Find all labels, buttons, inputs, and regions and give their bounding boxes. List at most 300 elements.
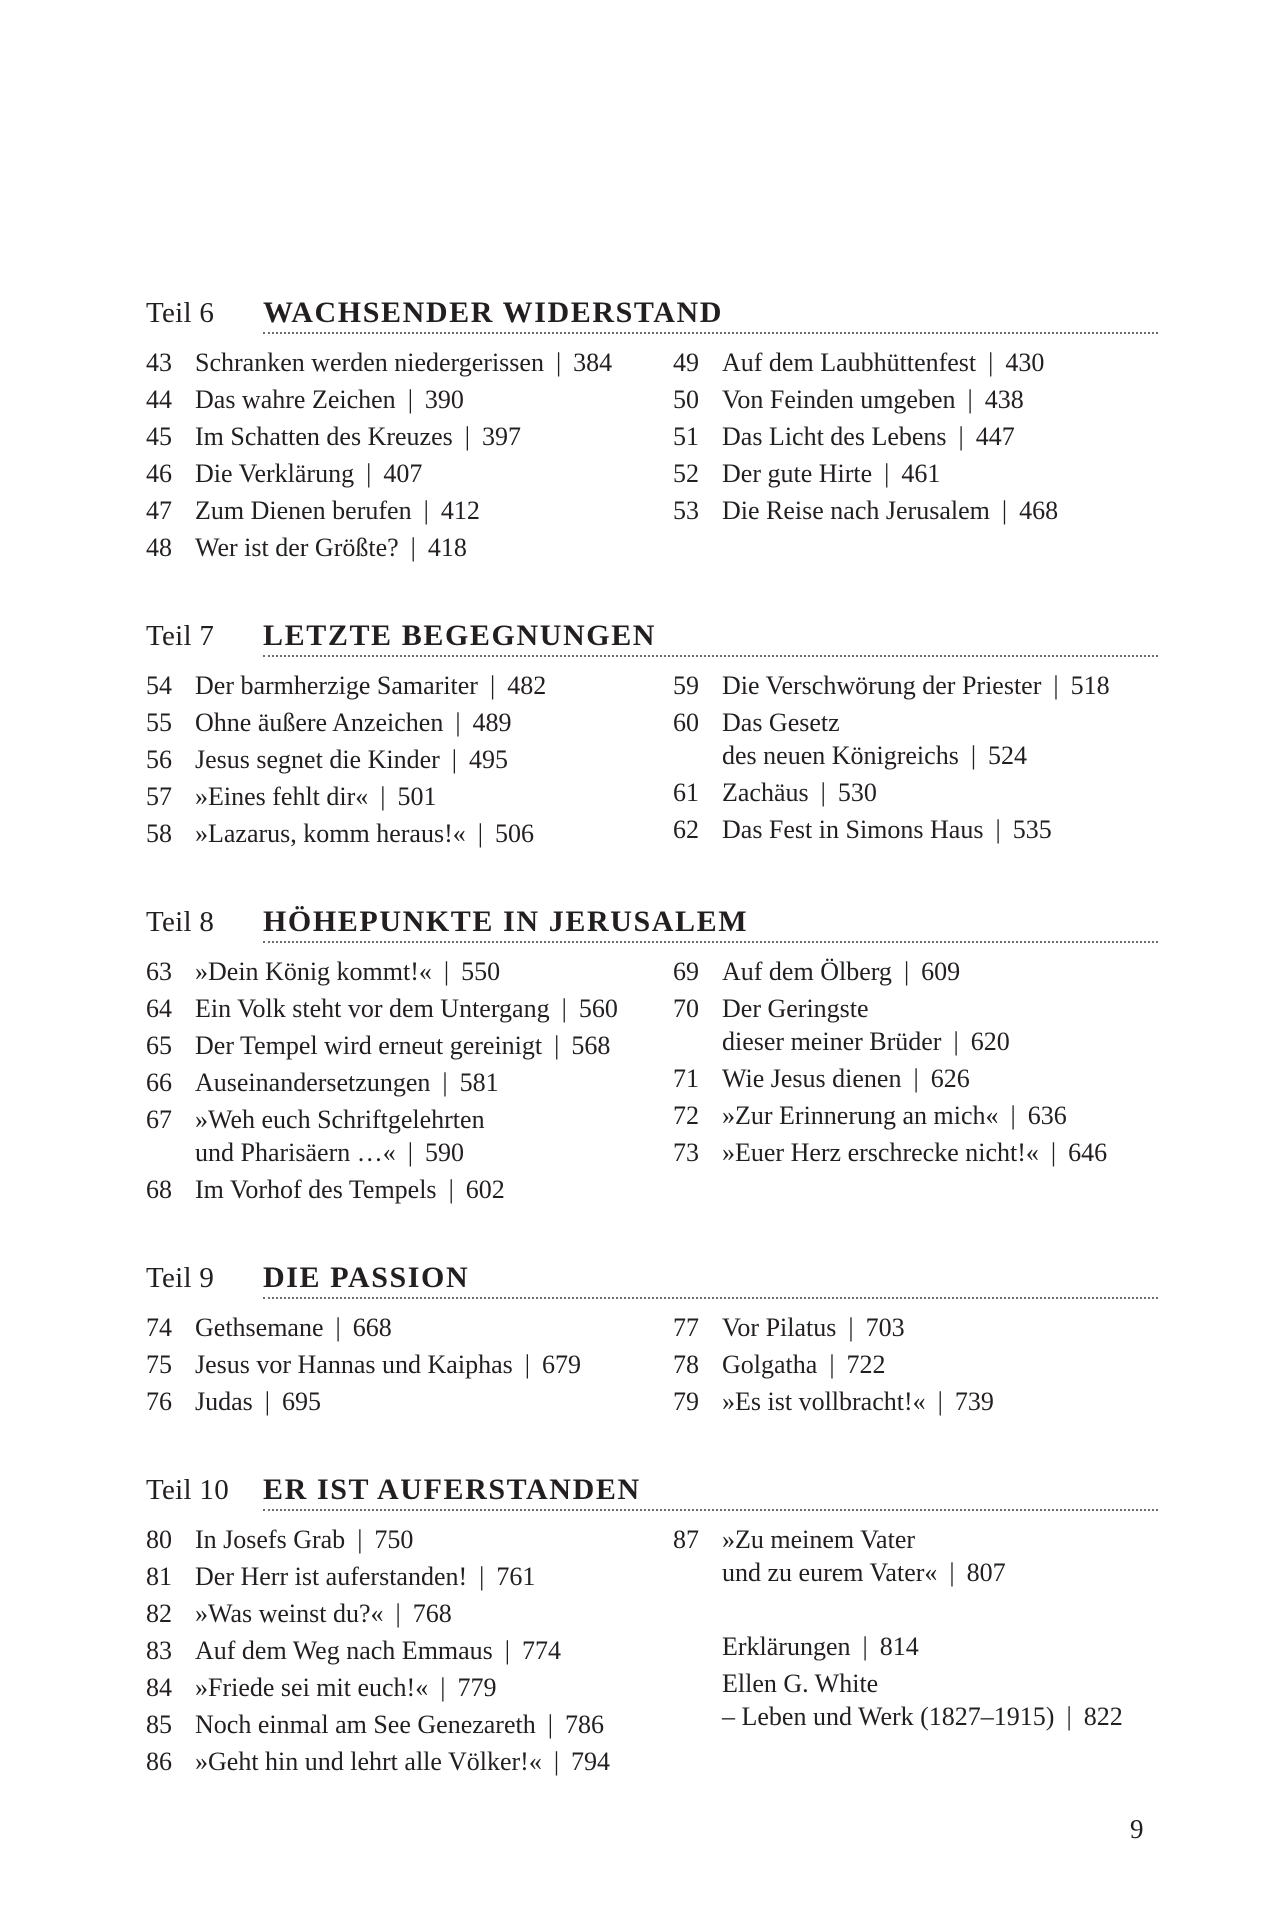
chapter-title — [722, 457, 1158, 490]
page-separator: | — [1053, 671, 1059, 700]
page-reference: 646 — [1068, 1138, 1108, 1167]
chapter-number: 77 — [673, 1313, 699, 1342]
toc-entry — [146, 1597, 673, 1630]
page-reference: 560 — [578, 994, 618, 1023]
chapter-title-line — [195, 531, 673, 564]
page-reference: 390 — [424, 385, 464, 414]
page-separator: | — [423, 496, 429, 525]
chapter-title-text: »Eines fehlt dir« — [195, 782, 369, 811]
page-separator: | — [958, 422, 964, 451]
chapter-number: 64 — [146, 994, 172, 1023]
page-separator: | — [1066, 1702, 1072, 1731]
page-reference: 609 — [921, 957, 961, 986]
chapter-title — [195, 494, 673, 527]
chapter-title-text: »Weh euch Schriftgelehrten — [195, 1105, 485, 1134]
chapter-number: 47 — [146, 496, 172, 525]
chapter-title-line — [195, 706, 673, 739]
section-columns — [146, 955, 1158, 1210]
page-separator: | — [1010, 1101, 1016, 1130]
right-column — [673, 1523, 1158, 1782]
chapter-title — [722, 1348, 1158, 1381]
page-reference: 768 — [412, 1599, 452, 1628]
toc-entry — [673, 669, 1158, 702]
toc-entry — [146, 531, 673, 564]
page-reference: 703 — [865, 1313, 905, 1342]
chapter-title-text: Die Verklärung — [195, 459, 355, 488]
chapter-title — [195, 817, 673, 850]
chapter-title-text: Ellen G. White — [722, 1669, 879, 1698]
chapter-title — [722, 1630, 1158, 1663]
chapter-number: 61 — [673, 778, 699, 807]
section-heading — [146, 1261, 1158, 1307]
chapter-title-text: Auf dem Weg nach Emmaus — [195, 1636, 493, 1665]
chapter-title-text: Judas — [195, 1387, 253, 1416]
page-reference: 602 — [465, 1175, 505, 1204]
page-reference: 822 — [1083, 1702, 1123, 1731]
page-reference: 501 — [397, 782, 437, 811]
page-separator: | — [410, 533, 416, 562]
chapter-title-text: »Euer Herz erschrecke nicht!« — [722, 1138, 1039, 1167]
left-column — [146, 346, 673, 568]
part-title: DIE PASSION — [263, 1261, 1158, 1299]
chapter-title-line — [195, 1634, 673, 1667]
chapter-title-text: Der Herr ist auferstanden! — [195, 1562, 468, 1591]
chapter-title — [195, 743, 673, 776]
chapter-title-line — [722, 346, 1158, 379]
toc-entry — [673, 383, 1158, 416]
chapter-number: 63 — [146, 957, 172, 986]
section-columns — [146, 346, 1158, 568]
toc-entry — [673, 420, 1158, 453]
part-label: Teil 7 — [146, 620, 215, 652]
chapter-title-text: »Was weinst du?« — [195, 1599, 384, 1628]
spacer — [673, 1593, 1158, 1630]
page-separator: | — [504, 1636, 511, 1665]
toc-entry — [146, 955, 673, 988]
page-separator: | — [561, 994, 567, 1023]
chapter-title — [722, 813, 1158, 846]
chapter-title-line — [722, 992, 1158, 1025]
chapter-title-line — [195, 383, 673, 416]
chapter-number: 70 — [673, 994, 699, 1023]
page-reference: 590 — [424, 1138, 464, 1167]
page-reference: 739 — [954, 1387, 994, 1416]
chapter-number: 56 — [146, 745, 172, 774]
chapter-title — [195, 383, 673, 416]
chapter-title-line — [195, 1173, 673, 1206]
chapter-title — [722, 955, 1158, 988]
chapter-number: 72 — [673, 1101, 699, 1130]
chapter-title-text: Das wahre Zeichen — [195, 385, 396, 414]
chapter-title — [722, 706, 1158, 772]
chapter-title — [195, 1311, 673, 1344]
chapter-title-text: und zu eurem Vater« — [722, 1558, 938, 1587]
chapter-title-line — [195, 494, 673, 527]
chapter-number: 55 — [146, 708, 172, 737]
chapter-title-line — [722, 813, 1158, 846]
toc-entry — [673, 992, 1158, 1058]
page-reference: 786 — [564, 1710, 604, 1739]
chapter-title-text: In Josefs Grab — [195, 1525, 346, 1554]
page-reference: 412 — [440, 496, 480, 525]
chapter-number: 71 — [673, 1064, 699, 1093]
chapter-title-line — [195, 992, 673, 1025]
toc-section — [146, 1261, 1158, 1422]
chapter-title-line — [722, 1700, 1158, 1733]
toc-entry — [146, 1348, 673, 1381]
chapter-title-text: Golgatha — [722, 1350, 818, 1379]
chapter-title-text: Das Gesetz — [722, 708, 840, 737]
chapter-number: 73 — [673, 1138, 699, 1167]
chapter-title-text: »Es ist vollbracht!« — [722, 1387, 926, 1416]
toc-entry — [146, 992, 673, 1025]
page-reference: 438 — [984, 385, 1024, 414]
chapter-title-line — [195, 1597, 673, 1630]
page-separator: | — [820, 778, 826, 807]
toc-extra-entry — [673, 1667, 1158, 1733]
toc-section — [146, 296, 1158, 568]
chapter-title-line — [722, 494, 1158, 527]
chapter-title-text: Vor Pilatus — [722, 1313, 837, 1342]
chapter-title — [722, 1062, 1158, 1095]
chapter-number: 62 — [673, 815, 699, 844]
page-separator: | — [862, 1632, 868, 1661]
page-separator: | — [949, 1558, 955, 1587]
chapter-title-line — [722, 776, 1158, 809]
chapter-title-text: Ein Volk steht vor dem Untergang — [195, 994, 550, 1023]
chapter-number: 74 — [146, 1313, 172, 1342]
chapter-number: 45 — [146, 422, 172, 451]
chapter-title-line — [195, 1311, 673, 1344]
part-title: LETZTE BEGEGNUNGEN — [263, 619, 1158, 657]
chapter-number: 80 — [146, 1525, 172, 1554]
chapter-number: 78 — [673, 1350, 699, 1379]
toc-entry — [146, 383, 673, 416]
section-columns — [146, 669, 1158, 854]
page-separator: | — [953, 1027, 959, 1056]
page-separator: | — [464, 422, 470, 451]
chapter-title-text: »Dein König kommt!« — [195, 957, 432, 986]
chapter-title-line — [722, 669, 1158, 702]
page-separator: | — [1050, 1138, 1057, 1167]
page-separator: | — [479, 1562, 485, 1591]
chapter-title-line — [195, 1029, 673, 1062]
page-separator: | — [988, 348, 994, 377]
page-separator: | — [489, 671, 496, 700]
page-separator: | — [366, 459, 372, 488]
page-reference: 550 — [461, 957, 501, 986]
page-reference: 495 — [469, 745, 508, 774]
chapter-title-text: Gethsemane — [195, 1313, 324, 1342]
page-separator: | — [970, 741, 977, 770]
chapter-title-line — [195, 346, 673, 379]
chapter-title-line — [195, 1671, 673, 1704]
chapter-title-text: Von Feinden umgeben — [722, 385, 956, 414]
page-reference: 384 — [573, 348, 613, 377]
chapter-title — [195, 1523, 673, 1556]
chapter-title — [722, 1523, 1158, 1589]
page-reference: 779 — [457, 1673, 497, 1702]
section-heading — [146, 1473, 1158, 1519]
toc-entry — [146, 457, 673, 490]
toc-entry — [146, 1311, 673, 1344]
chapter-title — [195, 706, 673, 739]
chapter-title-text: Jesus vor Hannas und Kaiphas — [195, 1350, 513, 1379]
chapter-title-line — [195, 817, 673, 850]
chapter-title-line — [722, 1136, 1158, 1169]
chapter-title-text: Erklärungen — [722, 1632, 851, 1661]
toc-entry — [146, 346, 673, 379]
chapter-title-line — [722, 1667, 1158, 1700]
chapter-title-line — [195, 1385, 673, 1418]
page-reference: 506 — [494, 819, 534, 848]
toc-entry — [673, 1136, 1158, 1169]
chapter-title — [195, 457, 673, 490]
page-separator: | — [995, 815, 1001, 844]
page-reference: 461 — [901, 459, 941, 488]
page-separator: | — [264, 1387, 270, 1416]
chapter-number: 49 — [673, 348, 699, 377]
page-reference: 814 — [879, 1632, 919, 1661]
chapter-title — [722, 1311, 1158, 1344]
toc-entry — [146, 1745, 673, 1778]
chapter-title-text: Zum Dienen berufen — [195, 496, 412, 525]
chapter-title-text: Noch einmal am See Genezareth — [195, 1710, 536, 1739]
page-separator: | — [553, 1747, 560, 1776]
chapter-title — [195, 1634, 673, 1667]
chapter-number: 86 — [146, 1747, 172, 1776]
toc-section — [146, 905, 1158, 1210]
chapter-title — [195, 1029, 673, 1062]
chapter-number: 65 — [146, 1031, 172, 1060]
chapter-number: 44 — [146, 385, 172, 414]
chapter-number: 83 — [146, 1636, 172, 1665]
toc-entry — [146, 1385, 673, 1418]
toc-entry — [146, 1029, 673, 1062]
page-reference: 695 — [282, 1387, 321, 1416]
page-separator: | — [903, 957, 910, 986]
page-reference: 430 — [1005, 348, 1045, 377]
chapter-title-text: Auf dem Ölberg — [722, 957, 892, 986]
page-separator: | — [407, 385, 413, 414]
page-separator: | — [967, 385, 973, 414]
page-reference: 397 — [481, 422, 521, 451]
chapter-title-line — [195, 955, 673, 988]
chapter-title — [195, 1103, 673, 1169]
chapter-title — [722, 1667, 1158, 1733]
page-separator: | — [884, 459, 890, 488]
page-reference: 581 — [459, 1068, 499, 1097]
chapter-title-text: Der barmherzige Samariter — [195, 671, 478, 700]
chapter-title-text: Jesus segnet die Kinder — [195, 745, 440, 774]
toc-entry — [146, 1708, 673, 1741]
toc-entry — [673, 1523, 1158, 1589]
chapter-number: 60 — [673, 708, 699, 737]
chapter-title-text: Die Verschwörung der Priester — [722, 671, 1042, 700]
chapter-title-text: Ohne äußere Anzeichen — [195, 708, 444, 737]
chapter-number: 59 — [673, 671, 699, 700]
page-number: 9 — [1130, 1814, 1144, 1844]
left-column — [146, 955, 673, 1210]
chapter-title-text: Der gute Hirte — [722, 459, 873, 488]
chapter-title-line — [195, 780, 673, 813]
chapter-title-text: Zachäus — [722, 778, 809, 807]
toc-entry — [146, 1523, 673, 1556]
section-columns — [146, 1311, 1158, 1422]
toc-entry — [146, 1173, 673, 1206]
chapter-title-line — [722, 1099, 1158, 1132]
chapter-number: 85 — [146, 1710, 172, 1739]
chapter-number: 84 — [146, 1673, 172, 1702]
page-separator: | — [442, 1068, 448, 1097]
left-column — [146, 669, 673, 854]
chapter-title — [195, 1745, 673, 1778]
chapter-title-line — [722, 383, 1158, 416]
page-reference: 447 — [975, 422, 1015, 451]
page-separator: | — [913, 1064, 919, 1093]
chapter-title-text: »Zur Erinnerung an mich« — [722, 1101, 999, 1130]
chapter-title — [195, 1385, 673, 1418]
chapter-number: 68 — [146, 1175, 172, 1204]
chapter-title-text: Wer ist der Größte? — [195, 533, 399, 562]
page-reference: 535 — [1012, 815, 1052, 844]
chapter-title — [722, 383, 1158, 416]
chapter-title-text: Der Geringste — [722, 994, 869, 1023]
chapter-title — [195, 346, 673, 379]
page-separator: | — [395, 1599, 401, 1628]
toc-entry — [673, 494, 1158, 527]
toc-extra-entry — [673, 1630, 1158, 1663]
chapter-number: 75 — [146, 1350, 172, 1379]
toc-entry — [673, 955, 1158, 988]
chapter-title — [722, 1385, 1158, 1418]
page-reference: 407 — [383, 459, 423, 488]
page-separator: | — [554, 1031, 560, 1060]
chapter-title — [195, 955, 673, 988]
chapter-title-line — [722, 1025, 1158, 1058]
toc-entry — [146, 1103, 673, 1169]
toc-entry — [146, 743, 673, 776]
page-reference: 418 — [427, 533, 467, 562]
chapter-number: 53 — [673, 496, 699, 525]
chapter-title-line — [722, 1062, 1158, 1095]
part-label: Teil 8 — [146, 906, 215, 938]
chapter-title-text: Schranken werden niedergerissen — [195, 348, 544, 377]
chapter-title-line — [722, 1385, 1158, 1418]
chapter-number: 69 — [673, 957, 699, 986]
page-reference: 679 — [541, 1350, 581, 1379]
chapter-title-text: Das Fest in Simons Haus — [722, 815, 984, 844]
chapter-title-text: des neuen Königreichs — [722, 741, 959, 770]
toc-entry — [673, 706, 1158, 772]
part-label: Teil 10 — [146, 1474, 230, 1506]
chapter-title-text: – Leben und Werk (1827–1915) — [722, 1702, 1055, 1731]
chapter-title — [722, 1136, 1158, 1169]
chapter-title — [722, 1099, 1158, 1132]
chapter-title — [195, 1708, 673, 1741]
part-title: ER IST AUFERSTANDEN — [263, 1473, 1158, 1511]
page-separator: | — [937, 1387, 943, 1416]
section-columns — [146, 1523, 1158, 1782]
chapter-title-line — [722, 955, 1158, 988]
chapter-title-line — [722, 706, 1158, 739]
chapter-title-line — [195, 1560, 673, 1593]
toc-section — [146, 619, 1158, 854]
chapter-title-text: Im Vorhof des Tempels — [195, 1175, 437, 1204]
right-column — [673, 1311, 1158, 1422]
chapter-title-line — [195, 457, 673, 490]
chapter-title — [722, 346, 1158, 379]
chapter-title-text: Der Tempel wird erneut gereinigt — [195, 1031, 543, 1060]
page-reference: 482 — [507, 671, 547, 700]
right-column — [673, 669, 1158, 854]
page-separator: | — [448, 1175, 454, 1204]
page-reference: 722 — [846, 1350, 886, 1379]
chapter-title-line — [722, 457, 1158, 490]
chapter-title-line — [195, 1066, 673, 1099]
chapter-title-line — [722, 739, 1158, 772]
chapter-number: 87 — [673, 1525, 699, 1554]
page-reference: 530 — [837, 778, 877, 807]
chapter-title-text: Auseinandersetzungen — [195, 1068, 431, 1097]
page-reference: 761 — [496, 1562, 536, 1591]
chapter-title-text: Auf dem Laubhüttenfest — [722, 348, 977, 377]
toc-entry — [673, 1099, 1158, 1132]
part-label: Teil 6 — [146, 297, 215, 329]
page-separator: | — [524, 1350, 530, 1379]
toc-entry — [146, 1634, 673, 1667]
left-column — [146, 1311, 673, 1422]
page-reference: 636 — [1027, 1101, 1067, 1130]
page-reference: 794 — [571, 1747, 611, 1776]
right-column — [673, 346, 1158, 568]
toc-entry — [146, 1066, 673, 1099]
page-separator: | — [443, 957, 450, 986]
page-separator: | — [357, 1525, 363, 1554]
chapter-title-line — [195, 669, 673, 702]
toc-entry — [673, 1385, 1158, 1418]
chapter-number: 76 — [146, 1387, 172, 1416]
chapter-title — [195, 1597, 673, 1630]
chapter-title-line — [722, 1523, 1158, 1556]
page-separator: | — [451, 745, 457, 774]
right-column — [673, 955, 1158, 1210]
chapter-title — [195, 780, 673, 813]
chapter-title — [722, 494, 1158, 527]
chapter-number: 48 — [146, 533, 172, 562]
toc-entry — [146, 817, 673, 850]
chapter-title-text: Wie Jesus dienen — [722, 1064, 902, 1093]
chapter-number: 81 — [146, 1562, 172, 1591]
chapter-title-text: »Lazarus, komm heraus!« — [195, 819, 466, 848]
chapter-title — [195, 669, 673, 702]
chapter-title — [195, 1560, 673, 1593]
page-reference: 620 — [970, 1027, 1010, 1056]
chapter-title — [195, 420, 673, 453]
toc-entry — [673, 1062, 1158, 1095]
page-separator: | — [477, 819, 483, 848]
chapter-title-line — [195, 1745, 673, 1778]
chapter-title-line — [195, 420, 673, 453]
page-reference: 750 — [374, 1525, 414, 1554]
page-reference: 626 — [930, 1064, 970, 1093]
chapter-title-text: dieser meiner Brüder — [722, 1027, 942, 1056]
toc-entry — [673, 1311, 1158, 1344]
chapter-title-text: »Zu meinem Vater — [722, 1525, 916, 1554]
chapter-number: 79 — [673, 1387, 699, 1416]
chapter-title — [195, 992, 673, 1025]
chapter-number: 46 — [146, 459, 172, 488]
